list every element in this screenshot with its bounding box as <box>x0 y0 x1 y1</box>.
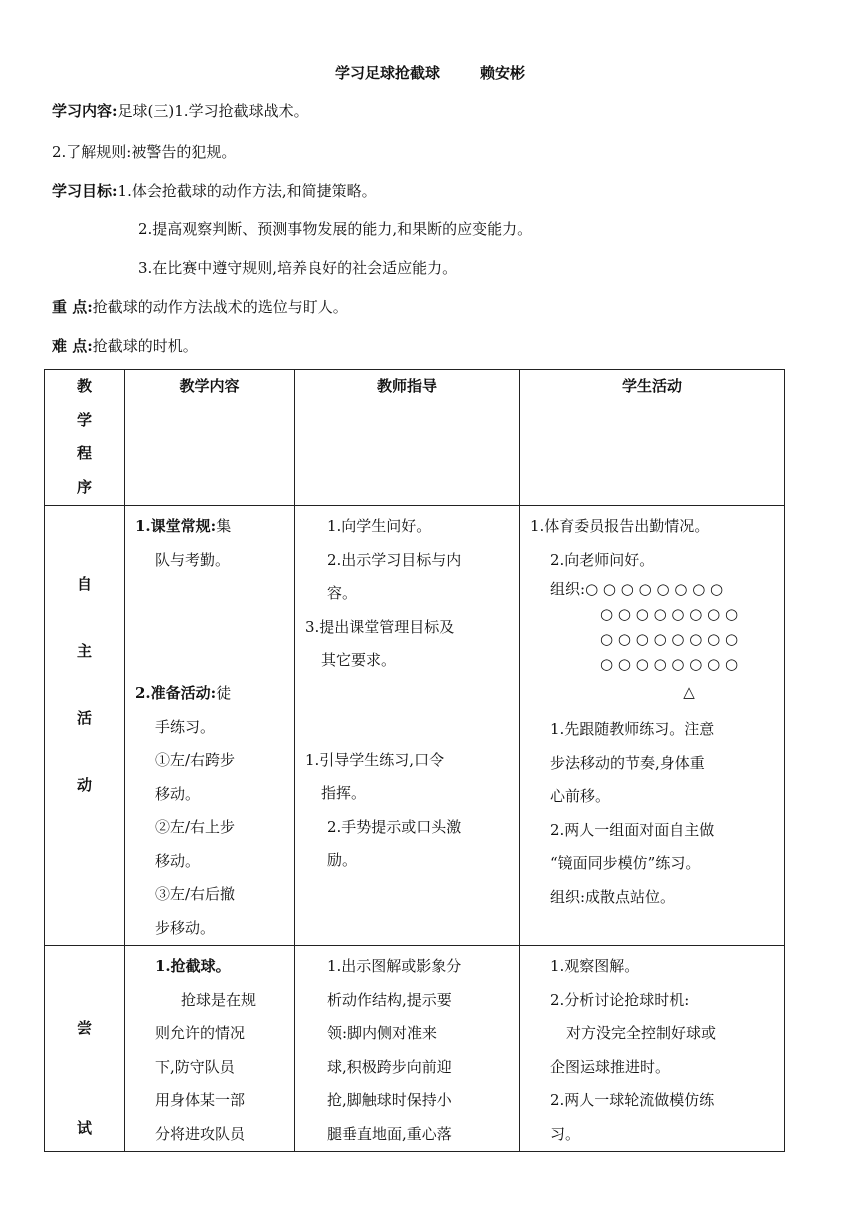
goal-label: 学习目标: <box>52 182 118 200</box>
teacher-item: 球,积极跨步向前迎 <box>327 1057 452 1076</box>
stage-1-label <box>45 506 125 946</box>
content-line <box>52 100 309 121</box>
student-item: 企图运球推进时。 <box>550 1057 671 1076</box>
header-procedure-char: 学 <box>76 410 92 429</box>
table-header-row <box>45 370 785 506</box>
teacher-item: 领:脚内侧对准来 <box>327 1024 438 1042</box>
stage-2-label <box>45 946 125 1152</box>
goal-2: 2.提高观察判断、预测事物发展的能力,和果断的应变能力。 <box>138 220 533 238</box>
teacher-position-icon: △ <box>683 683 695 701</box>
student-item: 2.两人一球轮流做模仿练 <box>550 1091 715 1109</box>
warmup-text-2: 手练习。 <box>155 717 216 736</box>
lesson-title: 学习足球抢截球 <box>334 64 440 82</box>
student-item: 1.观察图解。 <box>550 957 640 975</box>
student-item: 组织:成散点站位。 <box>550 887 676 906</box>
document-title <box>0 62 860 83</box>
difficulty-label: 难 点: <box>52 337 93 355</box>
warmup-sub-1: ①左/右跨步 <box>155 751 236 769</box>
warmup-sub-2b: 移动。 <box>155 851 201 870</box>
header-procedure <box>45 370 125 506</box>
teacher-item: 1.出示图解或影象分 <box>327 957 462 975</box>
content-text: 足球(三)1.学习抢截球战术。 <box>117 102 309 120</box>
warmup-sub-2: ②左/右上步 <box>155 818 236 836</box>
routine-heading: 1.课堂常规: <box>135 517 217 535</box>
teacher-item: 容。 <box>327 584 358 602</box>
header-teacher: 教师指导 <box>295 370 520 506</box>
lesson-table <box>44 369 785 1152</box>
teacher-item: 3.提出课堂管理目标及 <box>305 617 455 636</box>
warmup-sub-3b: 步移动。 <box>155 918 216 937</box>
tackle-text: 分将进攻队员 <box>155 1124 246 1143</box>
author-name: 赖安彬 <box>480 64 526 82</box>
table-row-stage-2 <box>45 946 785 1152</box>
key-point-line <box>52 296 348 317</box>
teacher-item: 1.引导学生练习,口令 <box>305 750 445 769</box>
teacher-item: 1.向学生问好。 <box>327 517 432 535</box>
teacher-item: 励。 <box>327 851 358 869</box>
formation-circles: ○ ○ ○ ○ ○ ○ ○ ○ <box>585 580 724 598</box>
formation-row <box>530 577 778 602</box>
formation-row <box>530 602 778 627</box>
student-item: 2.向老师问好。 <box>550 550 655 569</box>
tackle-text: 抢球是在规 <box>181 990 257 1009</box>
goal-line-1 <box>52 180 377 201</box>
org-label: 组织: <box>550 580 586 598</box>
teacher-item: 析动作结构,提示要 <box>327 990 452 1009</box>
warmup-sub-1b: 移动。 <box>155 784 201 803</box>
stage-1-content <box>125 506 295 946</box>
table-row-stage-1 <box>45 506 785 946</box>
student-item: 2.两人一组面对面自主做 <box>550 820 715 839</box>
header-procedure-char: 程 <box>76 444 92 462</box>
warmup-text: 徒 <box>216 684 232 702</box>
stage-1-char: 活 <box>76 709 92 727</box>
teacher-item: 2.手势提示或口头激 <box>327 817 462 836</box>
student-item: 2.分析讨论抢球时机: <box>550 990 690 1009</box>
student-item: 步法移动的节奏,身体重 <box>550 753 705 772</box>
tackle-text: 下,防守队员 <box>155 1057 235 1076</box>
key-label: 重 点: <box>52 298 93 316</box>
warmup-heading: 2.准备活动: <box>135 684 217 702</box>
student-item: “镜面同步模仿”练习。 <box>550 854 701 872</box>
formation-circles: ○ ○ ○ ○ ○ ○ ○ ○ <box>600 605 739 623</box>
teacher-item: 2.出示学习目标与内 <box>327 550 462 569</box>
stage-1-char: 自 <box>76 575 92 593</box>
teacher-item: 其它要求。 <box>321 651 397 669</box>
formation-row <box>530 652 778 677</box>
tackle-text: 用身体某一部 <box>155 1091 246 1109</box>
tackle-heading: 1.抢截球。 <box>155 957 231 975</box>
key-text: 抢截球的动作方法战术的选位与盯人。 <box>92 298 348 316</box>
teacher-item: 腿垂直地面,重心落 <box>327 1124 452 1143</box>
teacher-item: 指挥。 <box>321 784 367 802</box>
header-content: 教学内容 <box>125 370 295 506</box>
student-item: 心前移。 <box>550 787 611 805</box>
routine-text-2: 队与考勤。 <box>155 550 231 569</box>
warmup-sub-3: ③左/右后撤 <box>155 885 236 903</box>
difficulty-line <box>52 335 198 356</box>
stage-2-student <box>520 946 785 1152</box>
student-item: 1.先跟随教师练习。注意 <box>550 720 715 738</box>
teacher-item: 抢,脚触球时保持小 <box>327 1091 452 1109</box>
stage-2-teacher <box>295 946 520 1152</box>
stage-1-teacher <box>295 506 520 946</box>
content-line-2: 2.了解规则:被警告的犯规。 <box>52 143 237 161</box>
tackle-text: 则允许的情况 <box>155 1024 246 1042</box>
header-procedure-char: 序 <box>76 477 92 496</box>
stage-2-content <box>125 946 295 1152</box>
content-label: 学习内容: <box>52 102 118 120</box>
formation-circles: ○ ○ ○ ○ ○ ○ ○ ○ <box>600 630 739 648</box>
formation-row <box>530 627 778 652</box>
stage-1-student <box>520 506 785 946</box>
stage-2-char: 试 <box>76 1119 92 1137</box>
formation-circles: ○ ○ ○ ○ ○ ○ ○ ○ <box>600 655 739 673</box>
student-item: 1.体育委员报告出勤情况。 <box>530 517 710 535</box>
student-item: 对方没完全控制好球或 <box>566 1024 717 1042</box>
stage-2-char: 尝 <box>76 1019 92 1037</box>
goal-1: 1.体会抢截球的动作方法,和简捷策略。 <box>117 182 377 200</box>
header-procedure-char: 教 <box>76 377 92 395</box>
header-student: 学生活动 <box>520 370 785 506</box>
stage-1-char: 动 <box>76 776 92 794</box>
goal-3: 3.在比赛中遵守规则,培养良好的社会适应能力。 <box>138 259 458 277</box>
difficulty-text: 抢截球的时机。 <box>92 337 198 355</box>
student-item: 习。 <box>550 1124 581 1143</box>
routine-text: 集 <box>216 517 232 535</box>
stage-1-char: 主 <box>76 642 92 660</box>
